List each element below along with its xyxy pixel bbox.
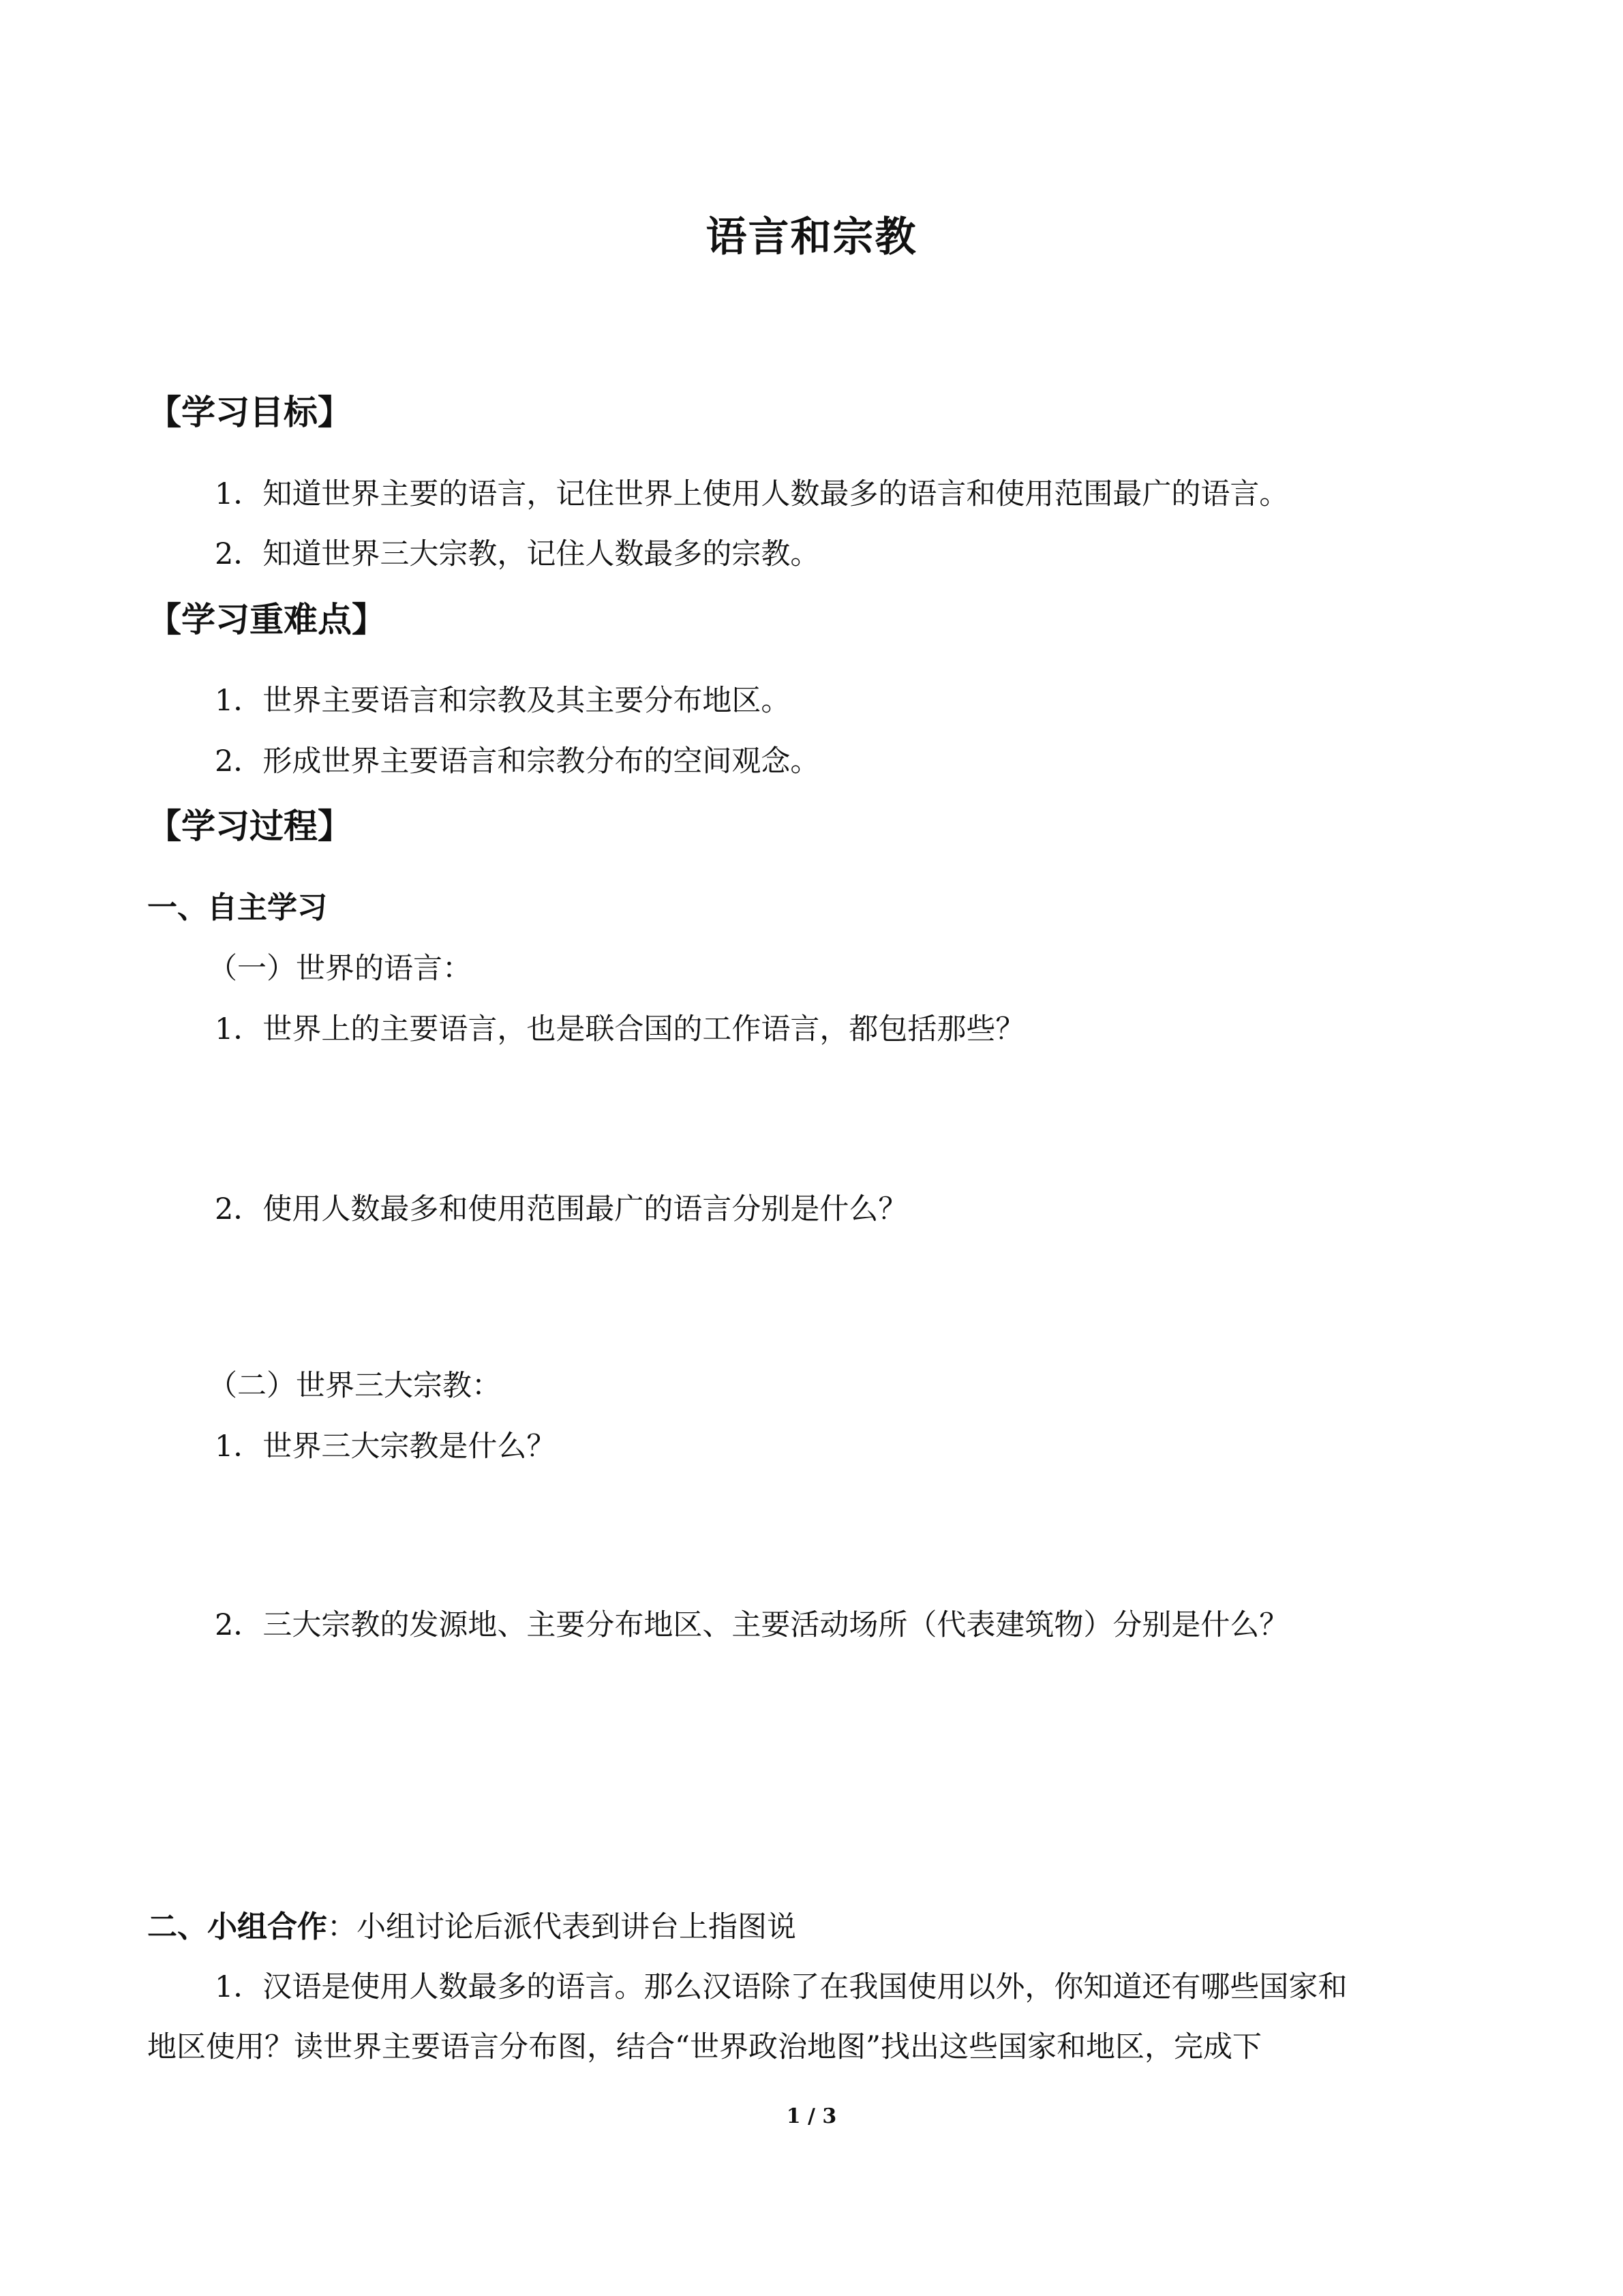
group-work-paragraph-line-2: 地区使用？读世界主要语言分布图，结合“世界政治地图”找出这些国家和地区，完成下 bbox=[147, 2030, 1262, 2064]
languages-question-2: 2．使用人数最多和使用范围最广的语言分别是什么？ bbox=[215, 1192, 908, 1226]
self-study-heading: 一、自主学习 bbox=[147, 890, 327, 925]
key-point-item-2: 2．形成世界主要语言和宗教分布的空间观念。 bbox=[215, 744, 820, 779]
section-heading-goals: 【学习目标】 bbox=[147, 393, 352, 432]
religions-subheading: （二）世界三大宗教： bbox=[208, 1369, 501, 1403]
group-work-heading-rest: ：小组讨论后派代表到讲台上指图说 bbox=[327, 1910, 796, 1944]
section-heading-key-points: 【学习重难点】 bbox=[147, 600, 386, 639]
key-point-item-1: 1．世界主要语言和宗教及其主要分布地区。 bbox=[215, 684, 791, 718]
languages-subheading: （一）世界的语言： bbox=[208, 952, 472, 986]
page-number: 1 / 3 bbox=[786, 2104, 837, 2128]
goal-item-1: 1．知道世界主要的语言，记住世界上使用人数最多的语言和使用范围最广的语言。 bbox=[215, 477, 1289, 511]
religions-question-2: 2．三大宗教的发源地、主要分布地区、主要活动场所（代表建筑物）分别是什么？ bbox=[215, 1608, 1289, 1642]
group-work-paragraph-line-1: 1．汉语是使用人数最多的语言。那么汉语除了在我国使用以外，你知道还有哪些国家和 bbox=[215, 1970, 1348, 2004]
languages-question-1: 1．世界上的主要语言，也是联合国的工作语言，都包括那些？ bbox=[215, 1012, 1025, 1046]
religions-question-1: 1．世界三大宗教是什么？ bbox=[215, 1430, 556, 1464]
page-title: 语言和宗教 bbox=[706, 213, 917, 261]
goal-item-2: 2．知道世界三大宗教，记住人数最多的宗教。 bbox=[215, 537, 820, 571]
group-work-heading bbox=[147, 1909, 796, 1944]
section-heading-process: 【学习过程】 bbox=[147, 806, 352, 846]
group-work-heading-bold: 二、小组合作 bbox=[147, 1909, 327, 1944]
